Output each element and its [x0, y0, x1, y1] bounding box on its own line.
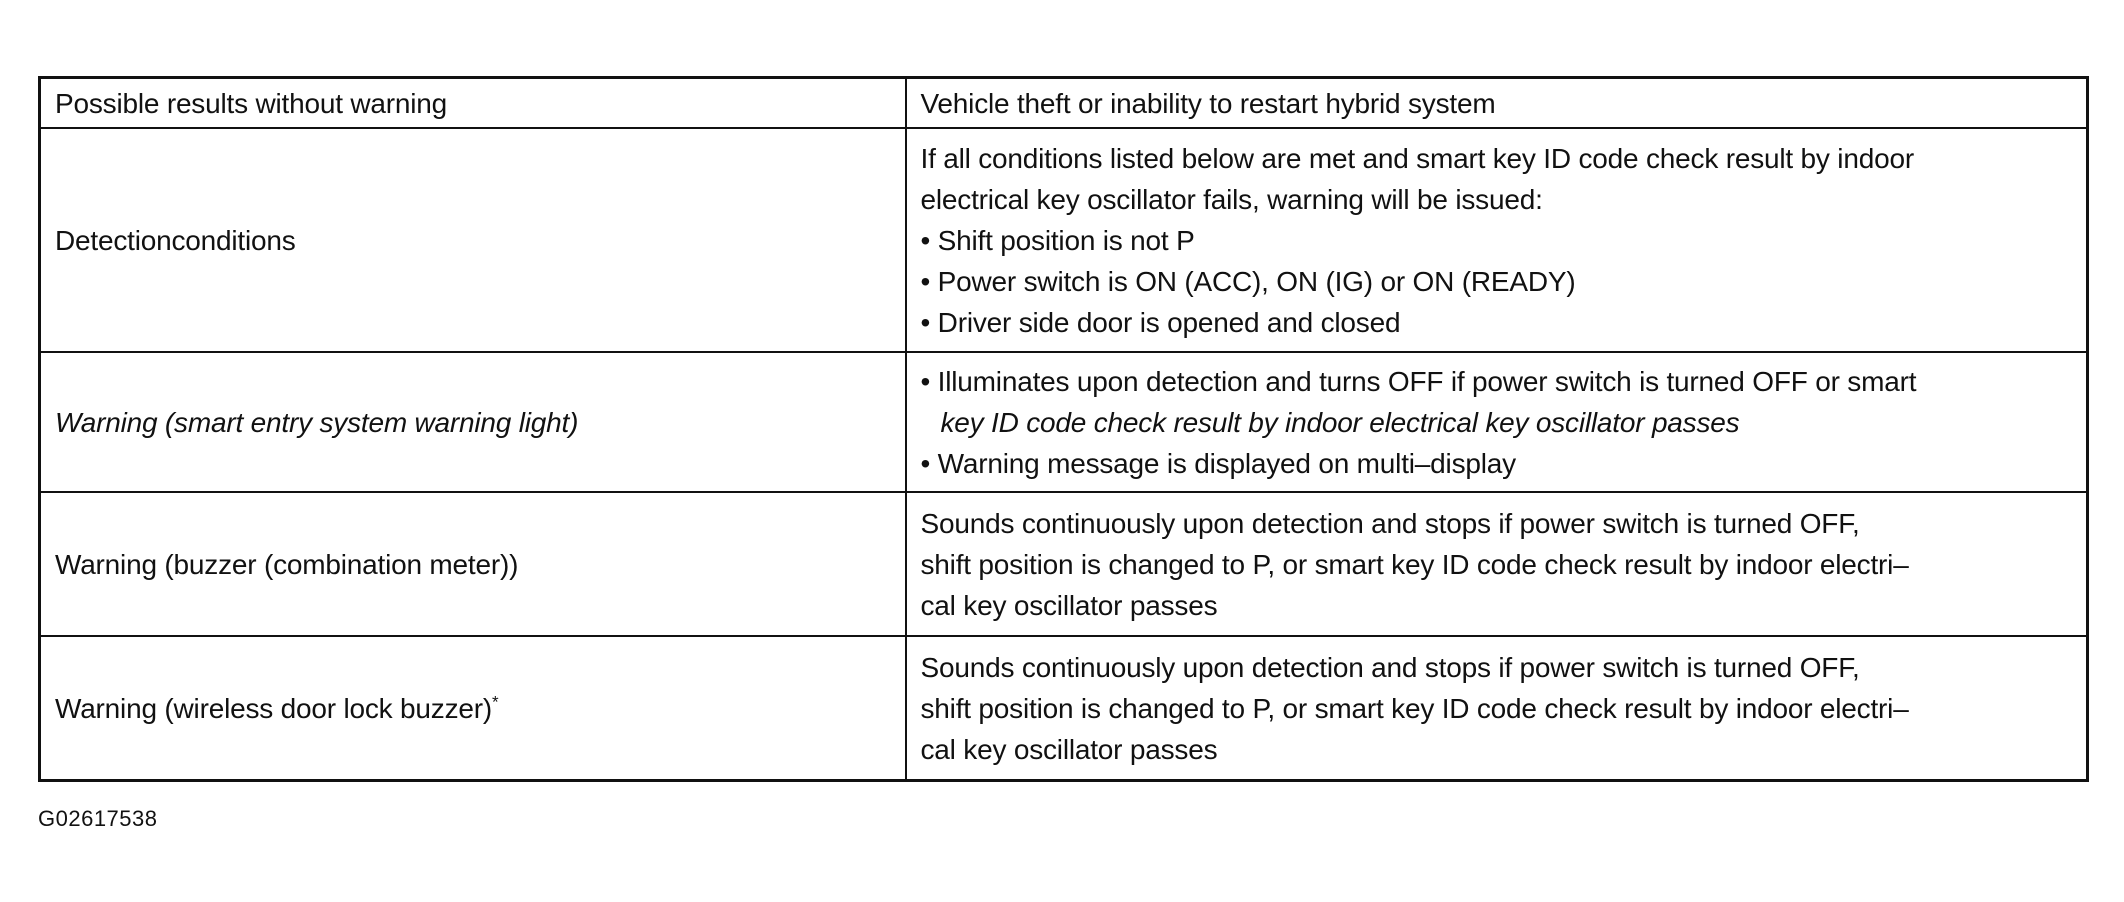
warning-wireless-line: cal key oscillator passes [920, 733, 1218, 765]
row-value [906, 636, 2088, 781]
row-label [40, 636, 906, 781]
warning-meter-line: Sounds continuously upon detection and stops if power switch is turned OFF, [920, 507, 1860, 539]
warning-light-line: • Illuminates upon detection and turns OFF if power switch is turned OFF or smart [920, 365, 1917, 397]
row-value [906, 492, 2088, 636]
row-label-text: Warning (wireless door lock buzzer) [55, 692, 492, 724]
detection-bullet: • Driver side door is opened and closed [920, 306, 1401, 338]
table-row [40, 636, 2088, 781]
table-row [40, 352, 2088, 492]
warning-conditions-table [38, 76, 2089, 782]
row-value [906, 128, 2088, 352]
warning-wireless-line: Sounds continuously upon detection and stops if power switch is turned OFF, [920, 651, 1860, 683]
table-row [40, 492, 2088, 636]
warning-light-line: key ID code check result by indoor electrical key oscillator passes [940, 406, 1740, 438]
warning-wireless-line: shift position is changed to P, or smart key ID code check result by indoor electri– [920, 692, 1909, 724]
row-value [906, 352, 2088, 492]
row-label: Warning (buzzer (combination meter)) [40, 492, 906, 636]
warning-light-line: • Warning message is displayed on multi–display [920, 447, 1516, 479]
row-label: Warning (smart entry system warning light) [40, 352, 906, 492]
row-label: Detectionconditions [40, 128, 906, 352]
table-row [40, 128, 2088, 352]
figure-id: G02617538 [38, 806, 158, 831]
detection-bullet: • Power switch is ON (ACC), ON (IG) or ON (READY) [920, 265, 1576, 297]
detection-intro-line: electrical key oscillator fails, warning will be issued: [920, 183, 1543, 215]
detection-intro-line: If all conditions listed below are met and smart key ID code check result by indoor [920, 142, 1914, 174]
warning-meter-line: cal key oscillator passes [920, 589, 1218, 621]
row-value: Vehicle theft or inability to restart hybrid system [906, 78, 2088, 129]
table-row [40, 78, 2088, 129]
footnote-mark: * [492, 692, 499, 712]
detection-bullet: • Shift position is not P [920, 224, 1195, 256]
row-label: Possible results without warning [40, 78, 906, 129]
warning-meter-line: shift position is changed to P, or smart key ID code check result by indoor electri– [920, 548, 1909, 580]
